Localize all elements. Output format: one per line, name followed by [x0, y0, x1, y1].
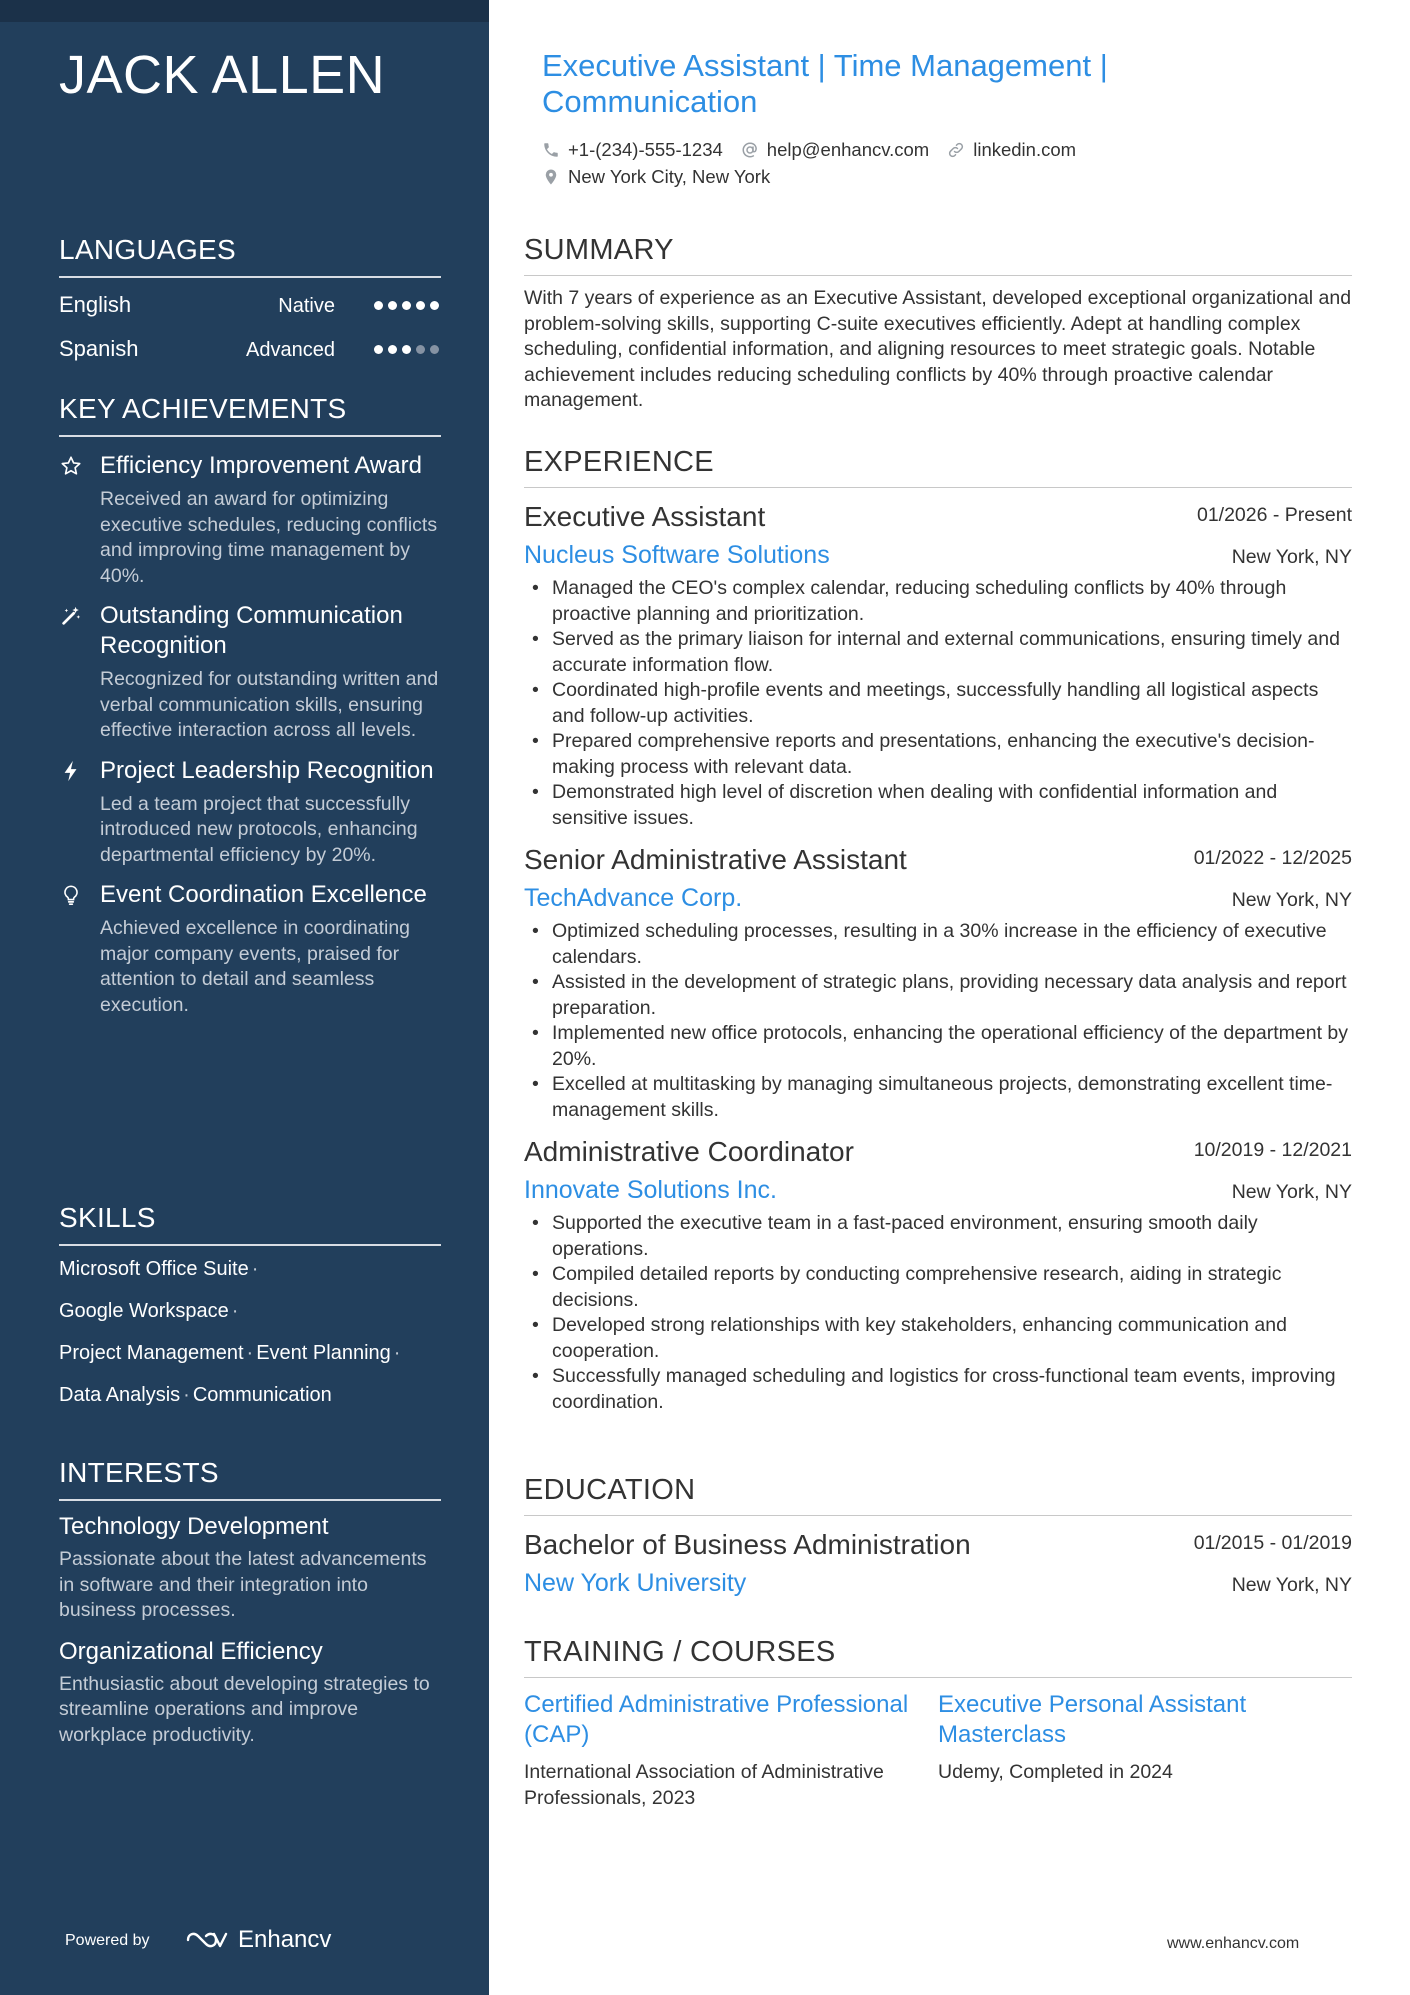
language-level: Advanced [246, 339, 335, 361]
contact-email[interactable] [741, 139, 929, 161]
phone-text: +1-(234)-555-1234 [568, 138, 723, 160]
languages-title: LANGUAGES [59, 234, 441, 278]
star-icon [59, 455, 83, 479]
skill-separator: · [231, 1300, 239, 1322]
achievement-item [59, 451, 441, 589]
magic-wand-icon [59, 605, 83, 629]
job-bullet: • Coordinated high-profile events and meetings, successfully handling all logistical aspects and follow-up activities. [524, 678, 1352, 729]
interest-title: Technology Development [59, 1513, 329, 1540]
interests-section [59, 1457, 441, 1748]
summary-section [524, 234, 1352, 414]
language-rating [374, 301, 439, 310]
achievement-desc: Achieved excellence in coordinating major company events, praised for attention to detail and seamless execution. [100, 917, 411, 1016]
job-dates: 10/2019 - 12/2021 [1193, 1139, 1352, 1161]
location-text: New York City, New York [568, 165, 771, 187]
sidebar-top-bar [0, 0, 489, 22]
interest-title: Organizational Efficiency [59, 1637, 323, 1665]
job-entry [524, 1135, 1352, 1415]
contact-location [542, 166, 770, 188]
skills-line [59, 1374, 441, 1416]
achievement-title: Outstanding Communication Recognition [100, 602, 403, 659]
skill-separator: · [251, 1258, 259, 1280]
at-icon [741, 141, 759, 159]
language-name: Spanish [59, 336, 139, 361]
contact-linkedin[interactable] [947, 139, 1076, 161]
achievement-title: Project Leadership Recognition [100, 756, 434, 784]
job-bullet: • Excelled at multitasking by managing simultaneous projects, demonstrating excellent time-management skills. [524, 1072, 1352, 1123]
linkedin-text: linkedin.com [973, 138, 1077, 160]
job-bullets [524, 1211, 1352, 1415]
achievement-item [59, 880, 441, 1018]
job-company: Nucleus Software Solutions [524, 541, 830, 569]
rating-dot [416, 345, 425, 354]
contact-phone[interactable] [542, 139, 723, 161]
achievement-desc: Received an award for optimizing executive schedules, reducing conflicts and improving time management by 40%. [100, 488, 438, 587]
experience-section [524, 446, 1352, 1415]
school-name: New York University [524, 1569, 747, 1597]
education-entry [524, 1528, 1352, 1598]
course-desc: Udemy, Completed in 2024 [938, 1761, 1173, 1783]
skill-tag: Microsoft Office Suite [59, 1258, 249, 1280]
skill-tag: Data Analysis [59, 1384, 181, 1406]
job-entry [524, 500, 1352, 831]
rating-dot [402, 301, 411, 310]
degree: Bachelor of Business Administration [524, 1529, 971, 1560]
achievement-desc: Led a team project that successfully introduced new protocols, enhancing departmental efficiency by 20%. [100, 792, 418, 866]
skills-line [59, 1332, 441, 1374]
interest-desc: Enthusiastic about developing strategies to streamline operations and improve workplace productivity. [59, 1672, 430, 1746]
language-level: Native [278, 295, 335, 317]
achievement-title: Efficiency Improvement Award [100, 452, 422, 479]
job-bullet: • Optimized scheduling processes, resulting in a 30% increase in the efficiency of executive calendars. [524, 919, 1352, 970]
experience-title: EXPERIENCE [524, 446, 1352, 488]
language-row [59, 326, 441, 370]
rating-dot [402, 345, 411, 354]
enhancv-logo-icon [184, 1928, 230, 1952]
job-bullet: • Compiled detailed reports by conducting comprehensive research, aiding in strategic decisions. [524, 1262, 1352, 1313]
training-section [524, 1636, 1352, 1811]
rating-dot [374, 301, 383, 310]
language-rating [374, 345, 439, 354]
job-bullet: • Successfully managed scheduling and logistics for cross-functional team events, improving coordination. [524, 1364, 1352, 1415]
interest-desc: Passionate about the latest advancements in software and their integration into business processes. [59, 1548, 427, 1621]
skill-tag: Event Planning [256, 1342, 391, 1364]
link-icon [947, 141, 965, 159]
job-bullet: • Developed strong relationships with key stakeholders, enhancing communication and cooperation. [524, 1313, 1352, 1364]
language-row [59, 282, 441, 326]
location-pin-icon [542, 168, 560, 186]
interests-title: INTERESTS [59, 1457, 441, 1501]
skill-tag: Google Workspace [59, 1300, 229, 1322]
job-dates: 01/2022 - 12/2025 [1193, 847, 1352, 869]
contact-info [542, 136, 1076, 190]
job-bullet: • Served as the primary liaison for internal and external communications, ensuring timely and accurate information flow. [524, 627, 1352, 678]
summary-text: With 7 years of experience as an Executive Assistant, developed exceptional organizational and problem-solving skills, supporting C-suite executives efficiently. Adept at handling complex scheduling, confidential information, and aligning resources to meet strategic goals. Notable achievement includes reducing scheduling conflicts by 40% through proactive calendar management. [524, 287, 1352, 412]
headline: Executive Assistant | Time Management | Communication [542, 48, 1108, 119]
skill-separator: · [246, 1342, 254, 1364]
courses-list [524, 1690, 1352, 1811]
skill-tag: Communication [192, 1384, 332, 1406]
rating-dot [430, 301, 439, 310]
rating-dot [374, 345, 383, 354]
job-bullet: • Managed the CEO's complex calendar, reducing scheduling conflicts by 40% through proactive planning and prioritization. [524, 576, 1352, 627]
education-section [524, 1474, 1352, 1598]
job-location: New York, NY [1231, 889, 1352, 911]
powered-by-label: Powered by [65, 1932, 150, 1949]
languages-section [59, 234, 441, 370]
rating-dot [416, 301, 425, 310]
skills-title: SKILLS [59, 1202, 441, 1246]
skills-section [59, 1202, 441, 1416]
enhancv-logo[interactable] [184, 1926, 331, 1954]
course-desc: International Association of Administrative Professionals, 2023 [524, 1761, 884, 1809]
achievement-title: Event Coordination Excellence [100, 881, 427, 908]
skill-tag: Project Management [59, 1342, 244, 1364]
achievement-item [59, 756, 441, 869]
phone-icon [542, 141, 560, 159]
education-dates: 01/2015 - 01/2019 [1193, 1532, 1352, 1554]
job-bullets [524, 919, 1352, 1123]
job-company: TechAdvance Corp. [524, 884, 743, 912]
job-role: Executive Assistant [524, 501, 766, 532]
job-bullets [524, 576, 1352, 831]
job-company: Innovate Solutions Inc. [524, 1176, 777, 1204]
course-title: Certified Administrative Professional (CAP) [524, 1691, 909, 1748]
summary-title: SUMMARY [524, 234, 1352, 276]
rating-dot [388, 301, 397, 310]
course-item [524, 1690, 938, 1811]
website-link[interactable]: www.enhancv.com [1167, 1935, 1300, 1952]
skill-separator: · [393, 1342, 401, 1364]
skills-line [59, 1290, 441, 1332]
enhancv-brand: Enhancv [238, 1926, 332, 1953]
course-title: Executive Personal Assistant Masterclass [938, 1691, 1247, 1748]
rating-dot [430, 345, 439, 354]
job-bullet: • Assisted in the development of strategic plans, providing necessary data analysis and report preparation. [524, 970, 1352, 1021]
job-location: New York, NY [1231, 1181, 1352, 1203]
achievements-title: KEY ACHIEVEMENTS [59, 393, 441, 437]
candidate-name: JACK ALLEN [59, 45, 386, 105]
achievement-desc: Recognized for outstanding written and verbal communication skills, ensuring effective interaction across all levels. [100, 668, 439, 741]
lightbulb-icon [59, 884, 83, 908]
job-entry [524, 843, 1352, 1123]
sidebar [0, 0, 489, 1995]
skill-separator: · [183, 1384, 190, 1406]
email-text: help@enhancv.com [766, 138, 930, 160]
job-location: New York, NY [1231, 546, 1352, 568]
achievement-item [59, 601, 441, 744]
education-title: EDUCATION [524, 1474, 1352, 1516]
job-role: Senior Administrative Assistant [524, 844, 907, 875]
job-role: Administrative Coordinator [524, 1136, 854, 1167]
job-bullet: • Implemented new office protocols, enhancing the operational efficiency of the department by 20%. [524, 1021, 1352, 1072]
job-bullet: • Supported the executive team in a fast-paced environment, ensuring smooth daily operations. [524, 1211, 1352, 1262]
job-bullet: • Demonstrated high level of discretion when dealing with confidential information and sensitive issues. [524, 780, 1352, 831]
course-item [938, 1690, 1352, 1811]
training-title: TRAINING / COURSES [524, 1636, 1352, 1678]
job-bullet: • Prepared comprehensive reports and presentations, enhancing the executive's decision-making process with relevant data. [524, 729, 1352, 780]
language-name: English [59, 292, 132, 317]
education-location: New York, NY [1231, 1574, 1352, 1596]
job-dates: 01/2026 - Present [1196, 504, 1352, 526]
lightning-icon [59, 760, 83, 784]
rating-dot [388, 345, 397, 354]
achievements-section [59, 393, 441, 1018]
skills-line [59, 1248, 441, 1290]
